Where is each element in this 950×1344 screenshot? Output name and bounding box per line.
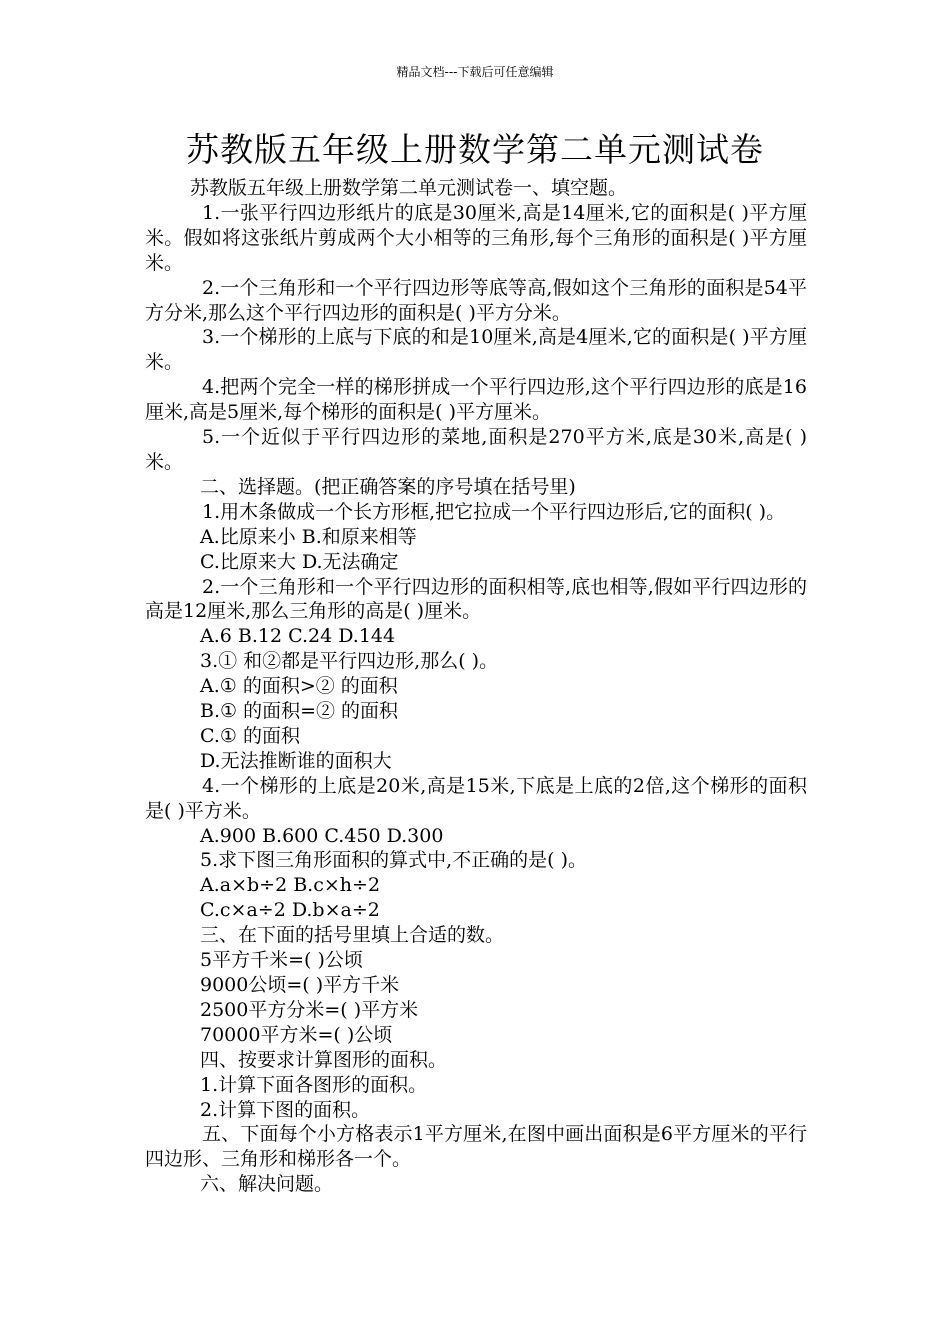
document-line: A.① 的面积>② 的面积 xyxy=(200,675,398,698)
document-line: 9000公顷=( )平方千米 xyxy=(200,974,400,996)
document-line: 三、在下面的括号里填上合适的数。 xyxy=(200,924,505,947)
document-line: 4.把两个完全一样的梯形拼成一个平行四边形,这个平行四边形的底是16厘米,高是5厘米,每个梯形的面积是( )平方厘米。 xyxy=(145,376,807,424)
page-header: 精品文档---下载后可任意编辑 xyxy=(396,65,554,79)
document-line: C.c×a÷2 D.b×a÷2 xyxy=(200,899,380,922)
document-line: A.900 B.600 C.450 D.300 xyxy=(200,824,444,847)
document-title: 苏教版五年级上册数学第二单元测试卷 xyxy=(186,130,764,169)
document-line: 1.计算下面各图形的面积。 xyxy=(200,1073,428,1096)
document-line: A.a×b÷2 B.c×h÷2 xyxy=(200,874,381,897)
document-line: 六、解决问题。 xyxy=(200,1173,334,1196)
document-line: A.6 B.12 C.24 D.144 xyxy=(200,625,396,648)
document-line: 1.用木条做成一个长方形框,把它拉成一个平行四边形后,它的面积( )。 xyxy=(202,500,786,523)
document-line: 1.一张平行四边形纸片的底是30厘米,高是14厘米,它的面积是( )平方厘米。假如将这张纸片剪成两个大小相等的三角形,每个三角形的面积是( )平方厘米。 xyxy=(145,201,807,274)
document-line: 5平方千米=( )公顷 xyxy=(200,949,363,972)
document-line: 2500平方分米=( )平方米 xyxy=(200,998,419,1021)
document-line: C.① 的面积 xyxy=(200,724,300,747)
document-line: 70000平方米=( )公顷 xyxy=(200,1023,393,1046)
document-line: B.① 的面积=② 的面积 xyxy=(200,700,399,723)
document-line: 2.计算下图的面积。 xyxy=(200,1098,371,1121)
document-line: 4.一个梯形的上底是20米,高是15米,下底是上底的2倍,这个梯形的面积是( )平方米。 xyxy=(145,774,807,822)
document-body xyxy=(145,176,807,1197)
document-line: A.比原来小 B.和原来相等 xyxy=(200,525,417,548)
document-line: C.比原来大 D.无法确定 xyxy=(200,550,399,573)
document-line: 二、选择题。(把正确答案的序号填在括号里) xyxy=(200,475,576,498)
document-line: D.无法推断谁的面积大 xyxy=(200,749,392,772)
document-line: 五、下面每个小方格表示1平方厘米,在图中画出面积是6平方厘米的平行四边形、三角形和梯形各一个。 xyxy=(145,1123,807,1171)
document-line: 5.一个近似于平行四边形的菜地,面积是270平方米,底是30米,高是( )米。 xyxy=(145,426,807,473)
document-line: 3.① 和②都是平行四边形,那么( )。 xyxy=(200,650,499,673)
document-line: 3.一个梯形的上底与下底的和是10厘米,高是4厘米,它的面积是( )平方厘米。 xyxy=(145,326,807,374)
document-line: 四、按要求计算图形的面积。 xyxy=(200,1048,448,1071)
document-line: 苏教版五年级上册数学第二单元测试卷一、填空题。 xyxy=(190,177,628,199)
document-line: 5.求下图三角形面积的算式中,不正确的是( )。 xyxy=(200,849,588,872)
document-line: 2.一个三角形和一个平行四边形的面积相等,底也相等,假如平行四边形的高是12厘米,那么三角形的高是( )厘米。 xyxy=(145,575,807,623)
document-line: 2.一个三角形和一个平行四边形等底等高,假如这个三角形的面积是54平方分米,那么这个平行四边形的面积是( )平方分米。 xyxy=(145,276,807,324)
